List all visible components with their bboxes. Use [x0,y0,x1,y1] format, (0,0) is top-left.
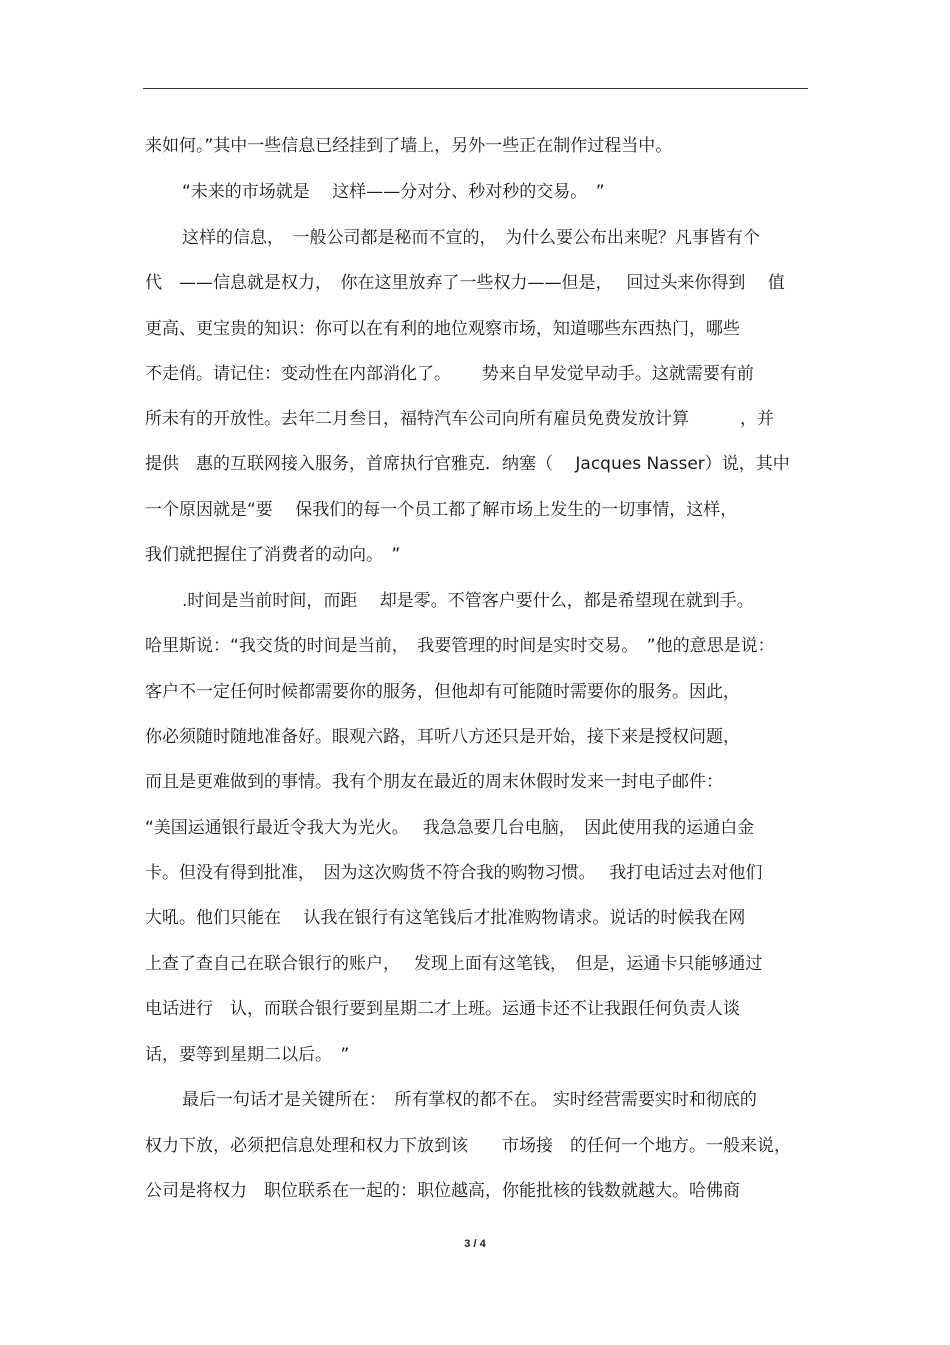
body-line: 提供 惠的互联网接入服务，首席执行官雅克．纳塞（ Jacques Nasser）说，其中 [145,454,790,474]
body-line: 所未有的开放性。去年二月叁日，福特汽车公司向所有雇员免费发放计算 ，并 [145,409,774,429]
body-line: 不走俏。请记住：变动性在内部消化了。 势来自早发觉早动手。这就需要有前 [145,364,754,384]
body-line: .时间是当前时间，而距 却是零。不管客户要什么，都是希望现在就到手。 [182,591,754,611]
body-line: 卡。但没有得到批准， 因为这次购货不符合我的购物习惯。 我打电话过去对他们 [145,863,763,883]
body-line: 你必须随时随地准备好。眼观六路，耳听八方还只是开始，接下来是授权问题， [145,727,740,747]
body-line: 这样的信息， 一般公司都是秘而不宣的， 为什么要公布出来呢？凡事皆有个 [182,228,760,248]
header-rule [143,88,808,89]
body-line: 最后一句话才是关键所在： 所有掌权的都不在。 实时经营需要实时和彻底的 [182,1090,757,1110]
body-line: 上查了查自己在联合银行的账户， 发现上面有这笔钱， 但是，运通卡只能够通过 [145,954,763,974]
body-line: 电话进行 认，而联合银行要到星期二才上班。运通卡还不让我跟任何负责人谈 [145,999,740,1019]
page-number: 3 / 4 [464,1238,486,1250]
body-line: 代 ——信息就是权力， 你在这里放弃了一些权力——但是， 回过头来你得到 值 [145,273,785,293]
body-line: 话，要等到星期二以后。 ” [145,1045,350,1065]
body-line: 大吼。他们只能在 认我在银行有这笔钱后才批准购物请求。说话的时候我在网 [145,908,746,928]
body-line: 我们就把握住了消费者的动向。 ” [145,545,401,565]
body-line: 来如何。”其中一些信息已经挂到了墙上，另外一些正在制作过程当中。 [145,136,673,156]
body-line: 权力下放，必须把信息处理和权力下放到该 市场接 的任何一个地方。一般来说， [145,1136,791,1156]
body-line: 更高、更宝贵的知识：你可以在有利的地位观察市场，知道哪些东西热门，哪些 [145,319,740,339]
body-line: 哈里斯说：“我交货的时间是当前， 我要管理的时间是实时交易。 ”他的意思是说： [145,636,775,656]
body-line: 公司是将权力 职位联系在一起的：职位越高，你能批核的钱数就越大。哈佛商 [145,1181,740,1201]
body-line: 一个原因就是“要 保我们的每一个员工都了解市场上发生的一切事情，这样， [145,500,738,520]
body-line: 客户不一定任何时候都需要你的服务，但他却有可能随时需要你的服务。因此， [145,682,740,702]
body-line: “美国运通银行最近令我大为光火。 我急急要几台电脑， 因此使用我的运通白金 [145,818,755,838]
body-line: “未来的市场就是 这样——分对分、秒对秒的交易。 ” [182,182,605,202]
body-line: 而且是更难做到的事情。我有个朋友在最近的周末休假时发来一封电子邮件： [145,772,723,792]
